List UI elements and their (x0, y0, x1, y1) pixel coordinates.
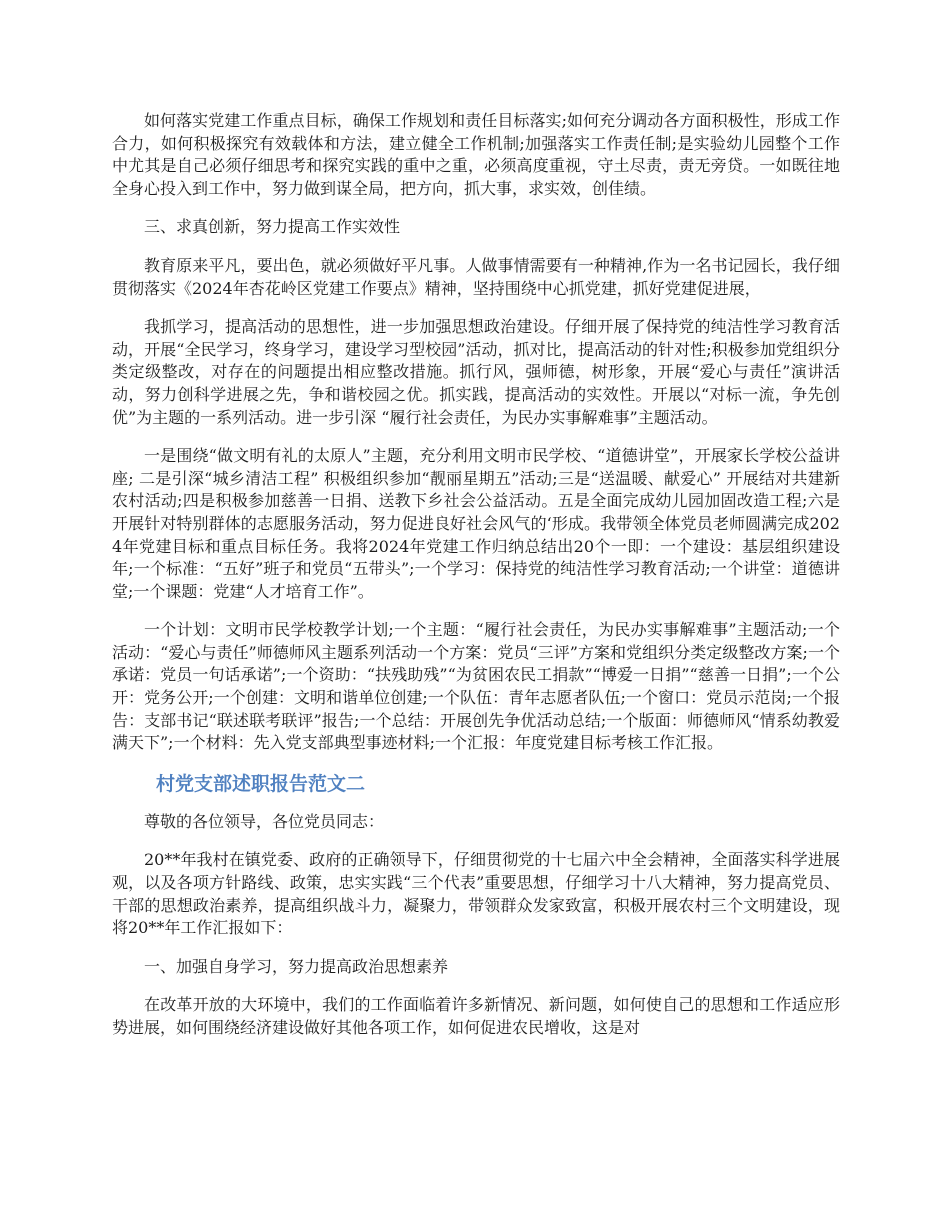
section-title: 村党支部述职报告范文二 (156, 772, 366, 795)
subheading: 三、求真创新，努力提高工作实效性 (144, 217, 401, 237)
paragraph: 我抓学习，提高活动的思想性，进一步加强思想政治建设。仔细开展了保持党的纯洁性学习教育活动，开展“全民学习，终身学习，建设学习型校园”活动，抓对比，提高活动的针对性;积极参加党组织分类定级整改，对存在的问题提出相应整改措施。抓行风，强师德，树形象，开展“爱心与责任”演讲活动，努力创科学进展之先，争和谐校园之优。抓实践，提高活动的实效性。开展以“对标一流，争先创优”为主题的一系列活动。进一步引深 “履行社会责任，为民办实事解难事”主题活动。 (112, 317, 840, 427)
subheading: 一、加强自身学习，努力提高政治思想素养 (144, 956, 449, 976)
paragraph: 20**年我村在镇党委、政府的正确领导下，仔细贯彻党的十七届六中全会精神，全面落实科学进展观，以及各项方针路线、政策，忠实实践“三个代表”重要思想，仔细学习十八大精神，努力提高党员、干部的思想政治素养，提高组织战斗力，凝聚力，带领群众发家致富，积极开展农村三个文明建设，现将20**年工作汇报如下： (112, 850, 840, 938)
document-body (112, 110, 840, 1056)
salutation: 尊敬的各位领导，各位党员同志： (144, 811, 385, 831)
paragraph: 在改革开放的大环境中，我们的工作面临着许多新情况、新问题，如何使自己的思想和工作适应形势进展，如何围绕经济建设做好其他各项工作，如何促进农民增收，这是对 (112, 995, 840, 1037)
paragraph: 一个计划：文明市民学校教学计划;一个主题：“履行社会责任，为民办实事解难事”主题活动;一个活动：“爱心与责任”师德师风主题系列活动一个方案：党员“三评”方案和党组织分类定级整改方案;一个承诺：党员一句话承诺”;一个资助：“扶残助残”“为贫困农民工捐款”“博爱一日捐”“慈善一日捐”;一个公开：党务公开;一个创建：文明和谐单位创建;一个队伍：青年志愿者队伍;一个窗口：党员示范岗;一个报告：支部书记“联述联考联评”报告;一个总结：开展创先争优活动总结;一个版面：师德师风“情系幼教爱满天下”;一个材料：先入党支部典型事迹材料;一个汇报：年度党建目标考核工作汇报。 (112, 620, 840, 753)
paragraph: 教育原来平凡，要出色，就必须做好平凡事。人做事情需要有一种精神,作为一名书记园长，我仔细贯彻落实《2024年杏花岭区党建工作要点》精神，坚持围绕中心抓党建，抓好党建促进展， (112, 255, 840, 298)
paragraph: 如何落实党建工作重点目标，确保工作规划和责任目标落实;如何充分调动各方面积极性，形成工作合力，如何积极探究有效载体和方法，建立健全工作机制;加强落实工作责任制;是实验幼儿园整个工作中尤其是自己必须仔细思考和探究实践的重中之重，必须高度重视，守土尽责，责无旁贷。一如既往地全身心投入到工作中，努力做到谋全局，把方向，抓大事，求实效，创佳绩。 (112, 111, 840, 198)
paragraph: 一是围绕“做文明有礼的太原人”主题，充分利用文明市民学校、“道德讲堂”，开展家长学校公益讲座; 二是引深“城乡清洁工程” 积极组织参加“靓丽星期五”活动;三是“送温暖、献爱心” 开展结对共建新农村活动;四是积极参加慈善一日捐、送教下乡社会公益活动。五是全面完成幼儿园加固改造工程;六是开展针对特别群体的志愿服务活动，努力促进良好社会风气的‘形成。我带领全体党员老师圆满完成2024年党建目标和重点目标任务。我将2024年党建工作归纳总结出20个一即：一个建设：基层组织建设年;一个标准：“五好”班子和党员“五带头”;一个学习：保持党的纯洁性学习教育活动;一个讲堂：道德讲堂;一个课题：党建“人才培育工作”。 (112, 446, 840, 601)
